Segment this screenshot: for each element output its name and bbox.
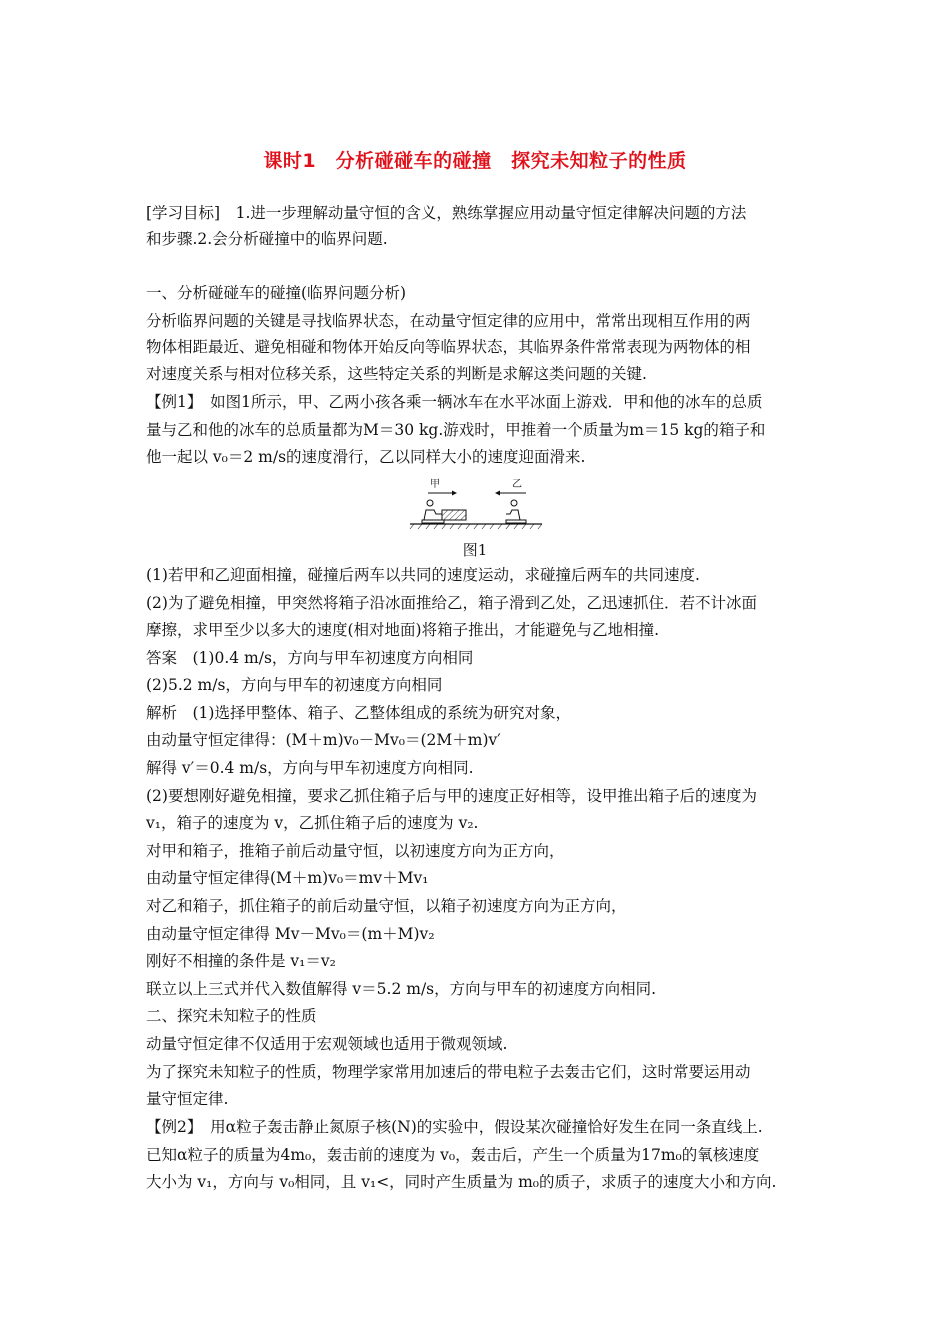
solution-line: 由动量守恒定律得：(M＋m)v₀－Mv₀＝(2M＋m)v′ xyxy=(146,731,501,749)
figure-caption: 图1 xyxy=(462,541,488,559)
figure-label-yi: 乙 xyxy=(512,479,522,490)
solution-line: v₁，箱子的速度为 v，乙抓住箱子后的速度为 v₂. xyxy=(146,814,479,832)
section-2-heading: 二、探究未知粒子的性质 xyxy=(146,1007,317,1025)
question-2-line-2: 摩擦，求甲至少以多大的速度(相对地面)将箱子推出，才能避免与乙地相撞. xyxy=(146,621,660,639)
solution-line: 刚好不相撞的条件是 v₁＝v₂ xyxy=(146,952,336,970)
example-2-line-1: 【例2】 用α粒子轰击静止氮原子核(N)的实验中，假设某次碰撞恰好发生在同一条直线上. xyxy=(146,1118,763,1136)
box-icon xyxy=(442,510,466,520)
question-2-line-1: (2)为了避免相撞，甲突然将箱子沿冰面推给乙，箱子滑到乙处，乙迅速抓住．若不计冰面 xyxy=(146,594,757,612)
paragraph-line: 物体相距最近、避免相碰和物体开始反向等临界状态，其临界条件常常表现为两物体的相 xyxy=(146,338,751,356)
child-yi-head-icon xyxy=(511,500,517,506)
paragraph-line: 为了探究未知粒子的性质，物理学家常用加速后的带电粒子去轰击它们，这时常要运用动 xyxy=(146,1063,751,1081)
solution-line: 解析 (1)选择甲整体、箱子、乙整体组成的系统为研究对象， xyxy=(146,704,571,722)
figure-label-jia: 甲 xyxy=(430,479,440,490)
figure-1-ice-cars xyxy=(408,476,544,530)
cart-yi-icon xyxy=(506,520,526,523)
learning-goal-line-2: 和步骤.2.会分析碰撞中的临界问题. xyxy=(146,230,388,248)
solution-line: 联立以上三式并代入数值解得 v＝5.2 m/s，方向与甲车的初速度方向相同. xyxy=(146,980,657,998)
solution-line: 对甲和箱子，推箱子前后动量守恒，以初速度方向为正方向， xyxy=(146,842,565,860)
section-1-heading: 一、分析碰碰车的碰撞(临界问题分析) xyxy=(146,284,407,302)
example-2-line-2: 已知α粒子的质量为4m₀，轰击前的速度为 v₀，轰击后，产生一个质量为17m₀的氧核速度 xyxy=(146,1146,760,1164)
ice-hatch-icon xyxy=(410,524,542,529)
solution-line: 对乙和箱子，抓住箱子的前后动量守恒，以箱子初速度方向为正方向， xyxy=(146,897,627,915)
solution-line: (2)要想刚好避免相撞，要求乙抓住箱子后与甲的速度正好相等，设甲推出箱子后的速度为 xyxy=(146,787,757,805)
solution-line: 解得 v′＝0.4 m/s，方向与甲车初速度方向相同. xyxy=(146,759,474,777)
solution-line: 由动量守恒定律得(M＋m)v₀＝mv＋Mv₁ xyxy=(146,869,429,887)
paragraph-line: 动量守恒定律不仅适用于宏观领域也适用于微观领域. xyxy=(146,1035,508,1053)
example-1-line-2: 量与乙和他的冰车的总质量都为M＝30 kg.游戏时，甲推着一个质量为m＝15 kg的箱子和 xyxy=(146,421,766,439)
example-1-line-3: 他一起以 v₀＝2 m/s的速度滑行，乙以同样大小的速度迎面滑来. xyxy=(146,448,586,466)
paragraph-line: 分析临界问题的关键是寻找临界状态，在动量守恒定律的应用中，常常出现相互作用的两 xyxy=(146,312,751,330)
solution-line: 由动量守恒定律得 Mv－Mv₀＝(m＋M)v₂ xyxy=(146,925,435,943)
paragraph-line: 对速度关系与相对位移关系，这些特定关系的判断是求解这类问题的关键. xyxy=(146,365,647,383)
answer-line-1: 答案 (1)0.4 m/s，方向与甲车初速度方向相同 xyxy=(146,649,474,667)
lesson-title: 课时1 分析碰碰车的碰撞 探究未知粒子的性质 xyxy=(263,150,687,172)
cart-jia-icon xyxy=(422,520,444,523)
question-1: (1)若甲和乙迎面相撞，碰撞后两车以共同的速度运动，求碰撞后两车的共同速度. xyxy=(146,566,700,584)
learning-goal-line-1: [学习目标] 1.进一步理解动量守恒的含义，熟练掌握应用动量守恒定律解决问题的方法 xyxy=(146,204,747,222)
paragraph-line: 量守恒定律. xyxy=(146,1090,229,1108)
child-yi-body-icon xyxy=(506,510,520,520)
arrow-left-head-icon xyxy=(495,491,500,496)
arrow-right-head-icon xyxy=(452,491,457,496)
answer-line-2: (2)5.2 m/s，方向与甲车的初速度方向相同 xyxy=(146,676,443,694)
example-2-line-3: 大小为 v₁，方向与 v₀相同，且 v₁<，同时产生质量为 m₀的质子，求质子的速度大小和方向. xyxy=(146,1173,777,1191)
child-jia-body-icon xyxy=(424,510,442,520)
example-1-line-1: 【例1】 如图1所示，甲、乙两小孩各乘一辆冰车在水平冰面上游戏．甲和他的冰车的总质 xyxy=(146,393,763,411)
child-jia-head-icon xyxy=(427,500,433,506)
